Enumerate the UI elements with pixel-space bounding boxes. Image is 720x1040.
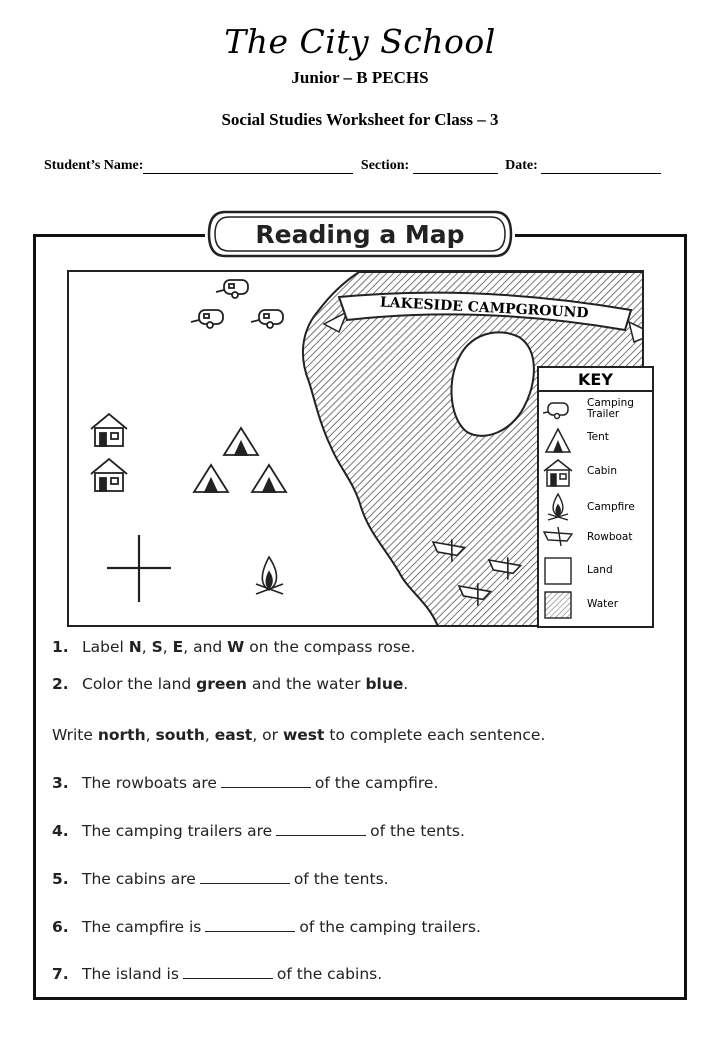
key-label-trailer: Camping Trailer: [587, 397, 634, 420]
campfire-icon: [543, 492, 573, 522]
key-item-campfire: [543, 492, 653, 522]
trailer-icon: [191, 280, 283, 328]
answer-blank-4[interactable]: [276, 821, 366, 836]
answer-blank-6[interactable]: [205, 917, 295, 932]
cabin-icon: [91, 414, 127, 491]
key-label-land: Land: [587, 564, 613, 576]
student-info-line: [44, 158, 684, 174]
student-name-field[interactable]: [143, 159, 353, 174]
key-label-tent: Tent: [587, 431, 609, 443]
question-6: 6. The campfire is of the camping trailers.: [52, 918, 481, 936]
worksheet-subject: Social Studies Worksheet for Class – 3: [221, 110, 499, 129]
tent-icon: [194, 428, 286, 492]
compass-rose: [107, 535, 171, 602]
question-7: 7. The island is of the cabins.: [52, 965, 383, 983]
key-title: KEY: [539, 370, 652, 392]
water-swatch: [543, 590, 573, 620]
trailer-icon: [543, 396, 573, 426]
key-label-campfire: Campfire: [587, 501, 635, 513]
branch-name: Junior – B PECHS: [291, 68, 429, 87]
key-item-cabin: [543, 458, 653, 488]
map-key: [537, 366, 654, 628]
map-banner-text: LAKESIDE CAMPGROUND: [379, 294, 589, 322]
date-label: Date:: [505, 158, 538, 173]
key-label-rowboat: Rowboat: [587, 531, 633, 543]
key-item-land: [543, 556, 653, 586]
section-label: Section:: [360, 158, 410, 173]
question-3: 3. The rowboats are of the campfire.: [52, 774, 439, 792]
date-field[interactable]: [541, 159, 661, 174]
question-4: 4. The camping trailers are of the tents.: [52, 822, 465, 840]
instruction-text: Write north, south, east, or west to complete each sentence.: [52, 726, 546, 744]
section-field[interactable]: [413, 159, 498, 174]
key-item-trailer: [543, 396, 653, 426]
key-label-water: Water: [587, 598, 619, 610]
rowboat-icon: [543, 524, 573, 554]
answer-blank-5[interactable]: [200, 869, 290, 884]
key-item-water: [543, 590, 653, 620]
key-label-cabin: Cabin: [587, 465, 618, 477]
answer-blank-3[interactable]: [221, 773, 311, 788]
question-1: 1. Label N, S, E, and W on the compass rose.: [52, 638, 416, 656]
worksheet-title-box: [205, 209, 515, 259]
question-5: 5. The cabins are of the tents.: [52, 870, 389, 888]
land-swatch: [543, 556, 573, 586]
student-name-label: Student’s Name:: [44, 158, 144, 173]
question-2: 2. Color the land green and the water blue.: [52, 675, 409, 693]
campfire-icon: [256, 557, 283, 594]
school-name: The City School: [224, 22, 496, 61]
cabin-icon: [543, 458, 573, 488]
answer-blank-7[interactable]: [183, 964, 273, 979]
key-item-tent: [543, 426, 653, 456]
key-item-rowboat: [543, 524, 653, 554]
tent-icon: [543, 426, 573, 456]
worksheet-title: Reading a Map: [255, 219, 465, 249]
